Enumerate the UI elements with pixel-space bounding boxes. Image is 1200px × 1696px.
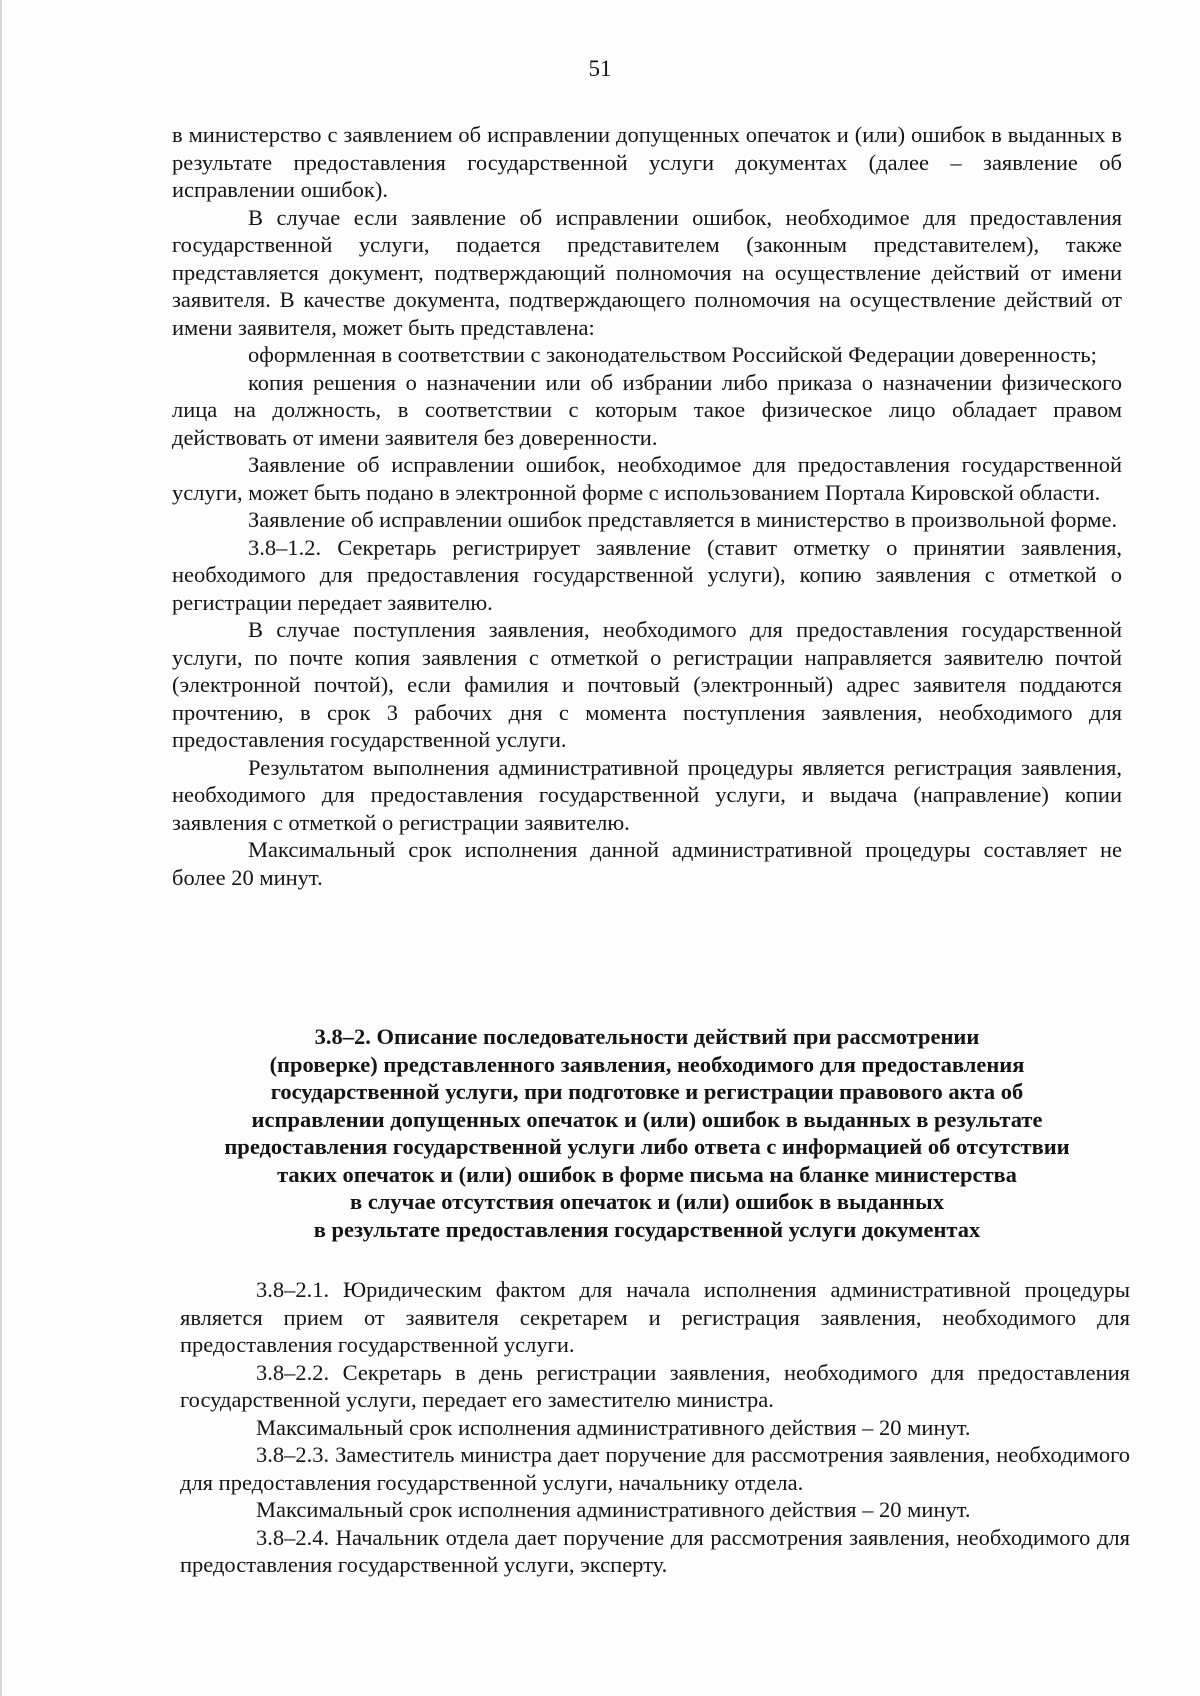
- scan-edge: [0, 0, 2, 1696]
- paragraph: 3.8–2.2. Секретарь в день регистрации заявления, необходимого для предоставления государственной услуги, передает его заместителю министра.: [180, 1359, 1130, 1412]
- paragraph: В случае если заявление об исправлении ошибок, необходимое для предоставления государственной услуги, подается представителем (законным представителем), также представляется документ, подтверждающий полномочия на осуществление действий от имени заявителя. В качестве документа, подтверждающего полномочия на осуществление действий от имени заявителя, может быть представлена:: [172, 204, 1122, 340]
- paragraph: оформленная в соответствии с законодательством Российской Федерации доверенность;: [248, 342, 1097, 367]
- body-text-top: [172, 121, 1122, 891]
- paragraph: Максимальный срок исполнения административного действия – 20 минут.: [256, 1414, 971, 1440]
- paragraph: В случае поступления заявления, необходимого для предоставления государственной услуги, по почте копия заявления с отметкой о регистрации направляется заявителю почтой (электронной почтой), если фамилия и почтовый (электронный) адрес заявителя поддаются прочтению, в срок 3 рабочих дня с момента поступления заявления, необходимого для предоставления государственной услуги.: [172, 617, 1122, 752]
- paragraph: Максимальный срок исполнения данной административной процедуры составляет не более 20 минут.: [172, 837, 1122, 890]
- paragraph: 3.8–2.4. Начальник отдела дает поручение для рассмотрения заявления, необходимого для предоставления государственной услуги, эксперту.: [180, 1524, 1130, 1577]
- body-text-bottom: [180, 1276, 1130, 1579]
- section-heading: [172, 1023, 1122, 1243]
- paragraph: Заявление об исправлении ошибок, необходимое для предоставления государственной услуги, может быть подано в электронной форме с использованием Портала Кировской области.: [172, 452, 1122, 505]
- paragraph: в министерство с заявлением об исправлении допущенных опечаток и (или) ошибок в выданных в результате предоставления государственной услуги документах (далее – заявление об исправлении ошибок).: [172, 122, 1122, 202]
- heading-line: государственной услуги, при подготовке и регистрации правового акта об: [270, 1079, 1024, 1104]
- paragraph: 3.8–2.3. Заместитель министра дает поручение для рассмотрения заявления, необходимого для предоставления государственной услуги, начальнику отдела.: [180, 1442, 1130, 1495]
- page-number: 51: [588, 56, 612, 81]
- paragraph: Максимальный срок исполнения административного действия – 20 минут.: [256, 1497, 971, 1522]
- paragraph: 3.8–2.1. Юридическим фактом для начала исполнения административной процедуры является прием от заявителя секретарем и регистрация заявления, необходимого для предоставления государственной услуги.: [180, 1277, 1130, 1357]
- heading-line: предоставления государственной услуги либо ответа с информацией об отсутствии: [224, 1134, 1070, 1159]
- heading-line: 3.8–2. Описание последовательности действий при рассмотрении: [314, 1024, 980, 1049]
- paragraph: 3.8–1.2. Секретарь регистрирует заявление (ставит отметку о принятии заявления, необходимого для предоставления государственной услуги), копию заявления с отметкой о регистрации передает заявителю.: [172, 534, 1122, 615]
- heading-line: (проверке) представленного заявления, необходимого для предоставления: [269, 1051, 1025, 1077]
- heading-line: исправлении допущенных опечаток и (или) ошибок в выданных в результате: [251, 1106, 1043, 1132]
- heading-line: таких опечаток и (или) ошибок в форме письма на бланке министерства: [277, 1161, 1017, 1187]
- heading-line: в случае отсутствия опечаток и (или) ошибок в выданных: [350, 1189, 944, 1214]
- paragraph: копия решения о назначении или об избрании либо приказа о назначении физического лица на должность, в соответствии с которым такое физическое лицо обладает правом действовать от имени заявителя без доверенности.: [172, 369, 1122, 450]
- heading-line: в результате предоставления государственной услуги документах: [313, 1216, 981, 1242]
- paragraph: Результатом выполнения административной процедуры является регистрация заявления, необходимого для предоставления государственной услуги, и выдача (направление) копии заявления с отметкой о регистрации заявителю.: [172, 754, 1122, 835]
- paragraph: Заявление об исправлении ошибок представляется в министерство в произвольной форме.: [248, 507, 1118, 532]
